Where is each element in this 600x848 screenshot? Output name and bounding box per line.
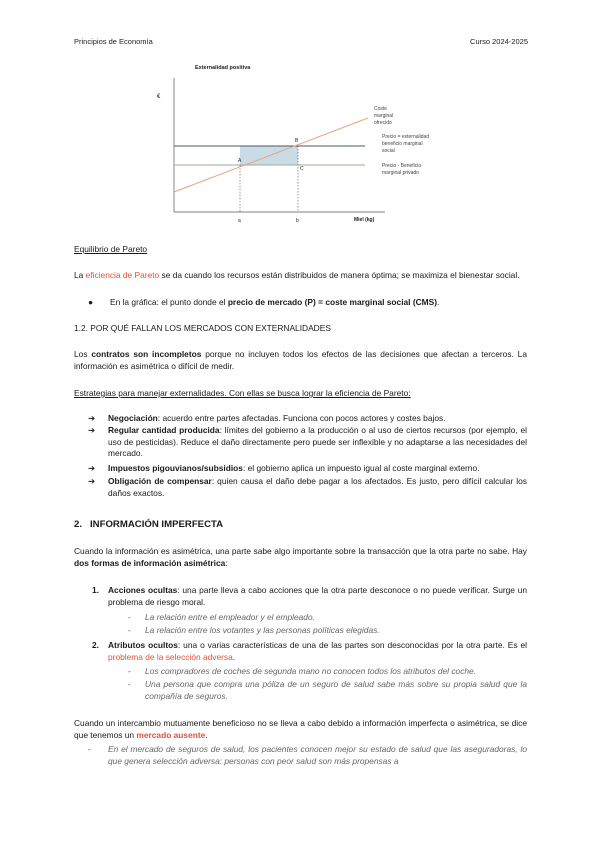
header-course-title: Principios de Economía (74, 37, 153, 46)
section-1-2-title: 1.2. POR QUÉ FALLAN LOS MERCADOS CON EXTERNALIDADES (74, 323, 331, 333)
dash-marker: - (128, 612, 131, 622)
arrow-icon: ➔ (88, 413, 96, 423)
dash-marker: - (128, 679, 131, 689)
graph-title: Externalidad positiva (195, 65, 251, 71)
strategy-item: Impuestos pigouvianos/subsidios: el gobierno aplica un impuesto igual al coste marginal externo. (108, 463, 480, 473)
private-line-label-1: Precio - Beneficio (382, 163, 422, 169)
section-2-intro: Cuando la información es asimétrica, una parte sabe algo importante sobre la transacción que la otra parte no sabe. Hay dos formas de información asimétrica: (74, 546, 527, 568)
social-line-label (382, 134, 431, 154)
list-number: 2. (92, 640, 99, 650)
point-c-label: C (300, 166, 304, 172)
missing-market-example: En el mercado de seguros de salud, los pacientes conocen mejor su estado de salud que las aseguradoras, lo que genera selección adversa: personas con peor salud son más propensas a (108, 744, 527, 766)
cost-line-label-3: ofrecido (374, 120, 392, 126)
arrow-icon: ➔ (88, 476, 96, 486)
hidden-actions-item: Acciones ocultas: una parte lleva a cabo acciones que la otra parte desconoce o no puede verificar. Surge un problema de riesgo moral. (108, 585, 528, 607)
pareto-definition: La eficiencia de Pareto se da cuando los recursos están distribuidos de manera óptima; se maximiza el bienestar social. (74, 270, 520, 280)
header-course-year: Curso 2024-2025 (470, 37, 528, 46)
section-1-2-paragraph: Los contratos son incompletos porque no incluyen todos los efectos de las decisiones que afectan a terceros. La información es asimétrica o difícil de medir. (74, 349, 527, 371)
externality-graph (140, 58, 460, 228)
private-line-label-2: marginal privado (382, 170, 419, 176)
example-text: La relación entre el empleador y el empleado. (145, 612, 315, 622)
strategy-item: Negociación: acuerdo entre partes afectadas. Funciona con pocos actores y costes bajos. (108, 413, 446, 423)
list-number: 1. (92, 585, 99, 595)
strategy-item: Regular cantidad producida: límites del gobierno a la producción o al uso de ciertos recursos (por ejemplo, el uso de pesticidas). Reduce el daño directamente pero puede ser inflexible y no adaptarse a las necesidades del mercado. (108, 425, 527, 459)
arrow-icon: ➔ (88, 425, 96, 435)
pareto-bullet: En la gráfica: el punto donde el precio de mercado (P) = coste marginal social (CMS). (110, 297, 440, 307)
tick-a-label: a (238, 218, 241, 224)
point-a-label: A (238, 158, 242, 164)
example-text: La relación entre los votantes y las personas políticas elegidas. (145, 625, 380, 635)
example-text: Los compradores de coches de segunda mano no conocen todos los atributos del coche. (145, 666, 477, 676)
social-line-label-1: Precio = externalidad (382, 134, 430, 140)
dash-marker: - (88, 744, 91, 754)
tick-b-label: b (296, 218, 299, 224)
hidden-attributes-item: Atributos ocultos: una o varias características de una de las partes son desconocidas por la otra parte. Es el problema de la selección adversa. (108, 640, 527, 662)
pareto-title: Equilibrio de Pareto (74, 244, 148, 254)
bullet-dot: ● (88, 297, 94, 307)
adverse-selection-term: problema de la selección adversa (108, 651, 233, 662)
dash-marker: - (128, 666, 131, 676)
dash-marker: - (128, 625, 131, 635)
marginal-cost-line (174, 118, 368, 192)
private-line-label (382, 163, 423, 176)
cost-line-label-1: Coste (374, 106, 388, 112)
graph-y-label: € (157, 94, 161, 100)
section-2-title: 2. INFORMACIÓN IMPERFECTA (74, 519, 224, 530)
arrow-icon: ➔ (88, 463, 96, 473)
point-b-label: B (295, 138, 299, 144)
example-text: Una persona que compra una póliza de un seguro de salud sabe más sobre su propia salud que la compañía de seguros. (145, 679, 527, 701)
strategies-title: Estrategias para manejar externalidades. Con ellas se busca lograr la eficiencia de Pareto: (74, 388, 411, 398)
missing-market-term: mercado ausente (136, 729, 206, 740)
social-line-label-2: beneficio marginal (382, 141, 423, 147)
social-line-label-3: social (382, 148, 395, 154)
cost-line-label (374, 106, 395, 126)
pareto-efficiency-term: eficiencia de Pareto (85, 270, 160, 280)
graph-x-label: Miel (kg) (354, 217, 375, 223)
cost-line-label-2: marginal (374, 113, 394, 119)
missing-market-paragraph: Cuando un intercambio mutuamente beneficioso no se lleva a cabo debido a información imperfecta o asimétrica, se dice que tenemos un mercado ausente. (74, 718, 527, 740)
strategy-item: Obligación de compensar: quien causa el daño debe pagar a los afectados. Es justo, pero difícil calcular los daños exactos. (108, 476, 527, 498)
